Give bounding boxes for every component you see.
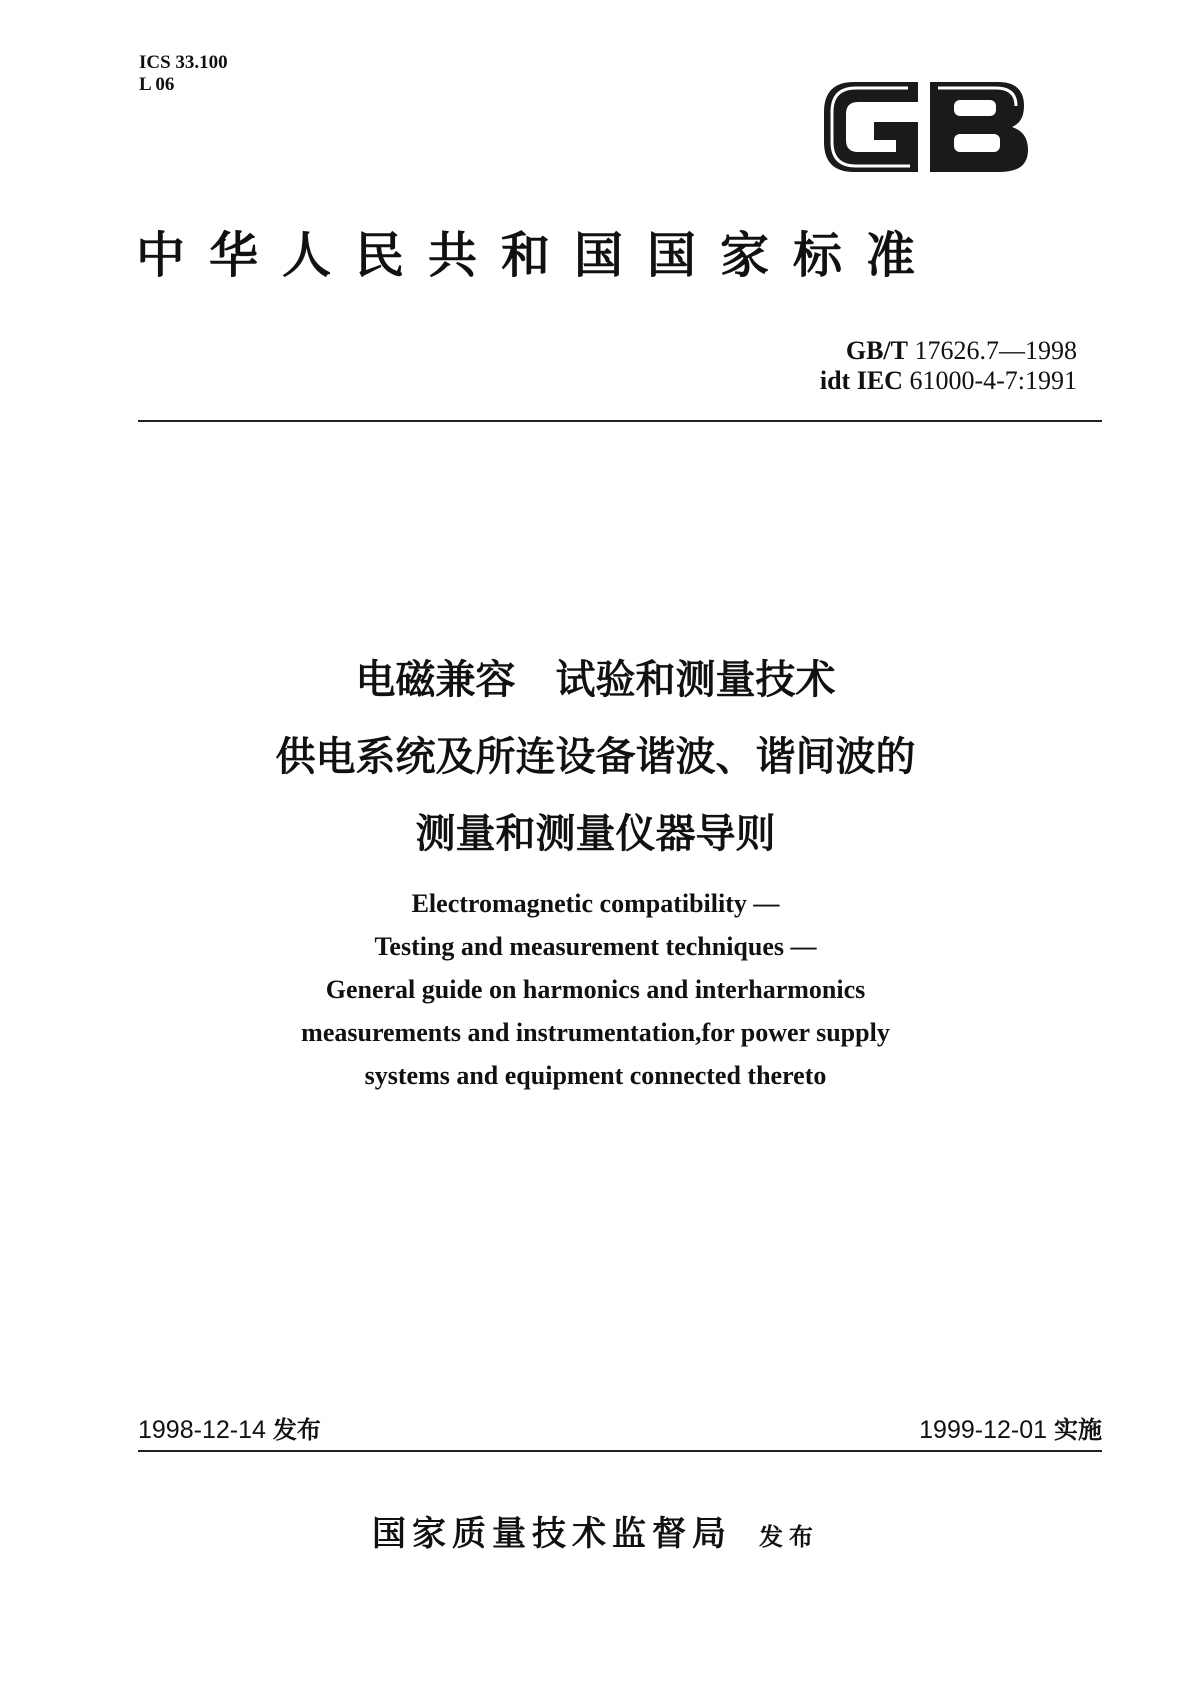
header-divider	[138, 420, 1102, 422]
english-title-line: Electromagnetic compatibility —	[411, 889, 780, 918]
english-title-line: General guide on harmonics and interharmonics	[325, 975, 866, 1004]
footer-divider	[138, 1450, 1102, 1452]
date-row	[138, 1410, 1102, 1446]
publisher	[0, 1506, 1191, 1555]
implement-label: 实施	[1054, 1416, 1102, 1444]
chinese-title-line: 测量和测量仪器导则	[415, 811, 776, 857]
standard-code	[820, 336, 1077, 396]
chinese-title-line: 电磁兼容 试验和测量技术	[355, 657, 836, 703]
implement-date-value: 1999-12-01	[919, 1416, 1048, 1444]
national-standard-title: 中华人民共和国国家标准	[136, 226, 940, 284]
idt-code-prefix: idt IEC	[819, 366, 903, 395]
gb-code-number: 17626.7—1998	[914, 336, 1077, 365]
idt-code-number: 61000-4-7:1991	[909, 366, 1077, 395]
english-title	[0, 882, 1191, 1097]
publisher-name: 国家质量技术监督局	[371, 1514, 732, 1554]
publisher-action: 发布	[759, 1522, 820, 1551]
english-title-line: measurements and instrumentation,for power supply	[301, 1018, 890, 1047]
issue-label: 发布	[272, 1416, 321, 1444]
classification-codes	[139, 52, 228, 96]
gb-logo	[818, 68, 1034, 186]
ccs-code: L 06	[139, 74, 175, 95]
implement-date	[919, 1410, 1102, 1445]
issue-date-value: 1998-12-14	[138, 1416, 266, 1444]
gb-code-prefix: GB/T	[845, 336, 908, 365]
chinese-title-line: 供电系统及所连设备谐波、谐间波的	[275, 734, 916, 780]
english-title-line: systems and equipment connected thereto	[364, 1061, 827, 1090]
chinese-title	[0, 642, 1191, 873]
english-title-line: Testing and measurement techniques —	[374, 932, 817, 961]
idt-code-line	[820, 366, 1077, 396]
ics-code: ICS 33.100	[139, 52, 228, 73]
gb-code-line	[820, 336, 1077, 366]
issue-date	[138, 1410, 321, 1445]
